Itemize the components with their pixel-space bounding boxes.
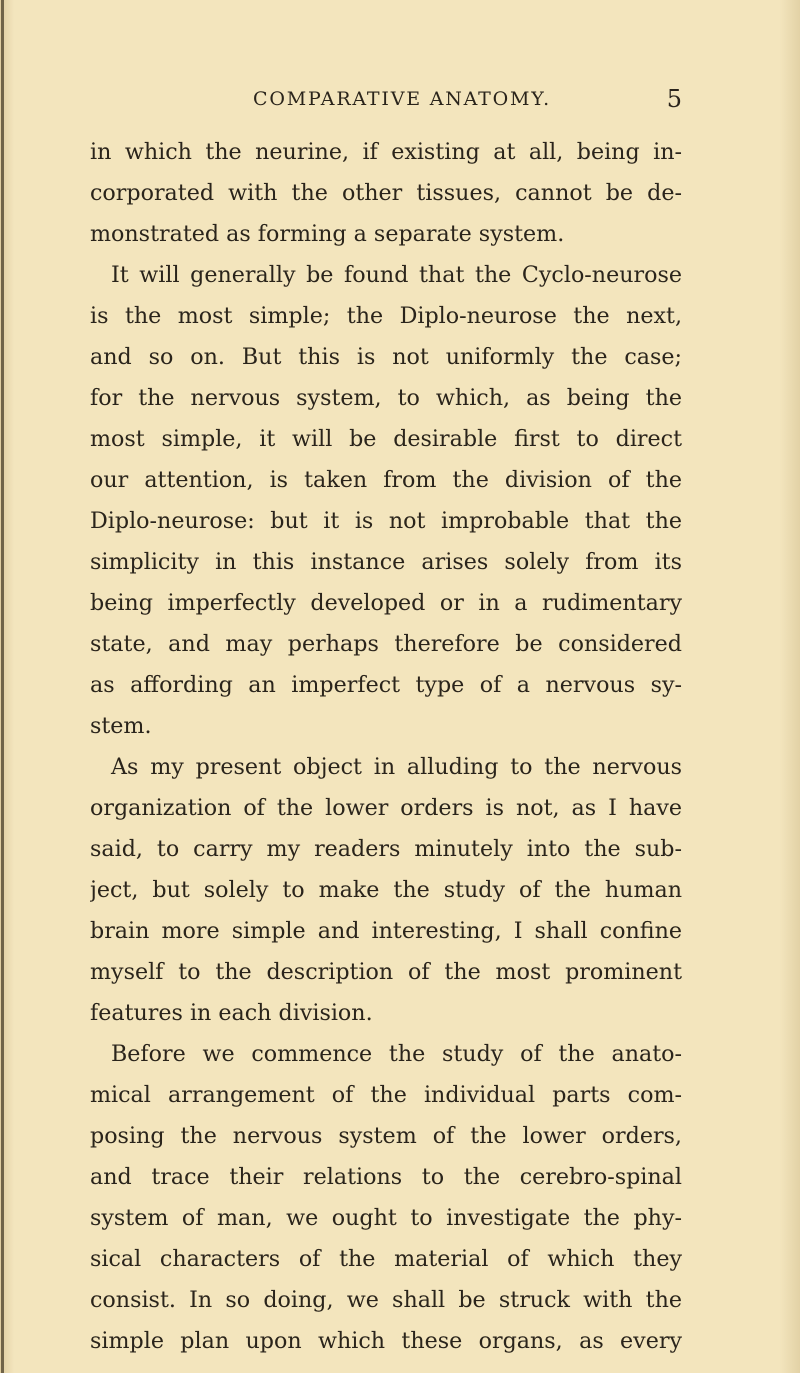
text-line: ject, but solely to make the study of the human (90, 877, 682, 903)
body-text (90, 132, 682, 1362)
text-line: system of man, we ought to investigate the phy- (90, 1205, 682, 1231)
text-line: for the nervous system, to which, as being the (90, 385, 682, 411)
text-line: sical characters of the material of which they (90, 1246, 682, 1272)
text-line: most simple, it will be desirable first to direct (90, 426, 682, 452)
text-line: monstrated as forming a separate system. (90, 221, 565, 247)
text-line: brain more simple and interesting, I shall confine (90, 918, 682, 944)
text-line: corporated with the other tissues, cannot be de- (90, 180, 682, 206)
text-line: consist. In so doing, we shall be struck with the (90, 1287, 682, 1313)
text-line: stem. (90, 713, 152, 739)
text-line: mical arrangement of the individual parts com- (90, 1082, 682, 1108)
page-edge-shadow (1, 0, 4, 1373)
text-line: simplicity in this instance arises solely from its (90, 549, 682, 575)
running-head: COMPARATIVE ANATOMY. (253, 88, 551, 110)
text-line: and trace their relations to the cerebro-spinal (90, 1164, 682, 1190)
text-line: being imperfectly developed or in a rudimentary (90, 590, 682, 616)
text-line: As my present object in alluding to the nervous (111, 754, 682, 780)
text-line: myself to the description of the most prominent (90, 959, 682, 985)
text-line: features in each division. (90, 1000, 373, 1026)
text-line: It will generally be found that the Cyclo-neurose (111, 262, 682, 288)
text-line: posing the nervous system of the lower orders, (90, 1123, 682, 1149)
text-line: said, to carry my readers minutely into the sub- (90, 836, 682, 862)
text-line: Before we commence the study of the anato- (111, 1041, 682, 1067)
text-line: our attention, is taken from the division of the (90, 467, 682, 493)
text-line: is the most simple; the Diplo-neurose the next, (90, 303, 682, 329)
text-line: and so on. But this is not uniformly the case; (90, 344, 682, 370)
text-line: simple plan upon which these organs, as every (90, 1328, 682, 1354)
text-line: organization of the lower orders is not, as I have (90, 795, 682, 821)
text-line: as affording an imperfect type of a nervous sy- (90, 672, 682, 698)
text-line: in which the neurine, if existing at all, being in- (90, 139, 682, 165)
text-line: Diplo-neurose: but it is not improbable that the (90, 508, 682, 534)
page-number: 5 (666, 85, 682, 113)
page-header (90, 85, 690, 118)
text-line: state, and may perhaps therefore be considered (90, 631, 682, 657)
